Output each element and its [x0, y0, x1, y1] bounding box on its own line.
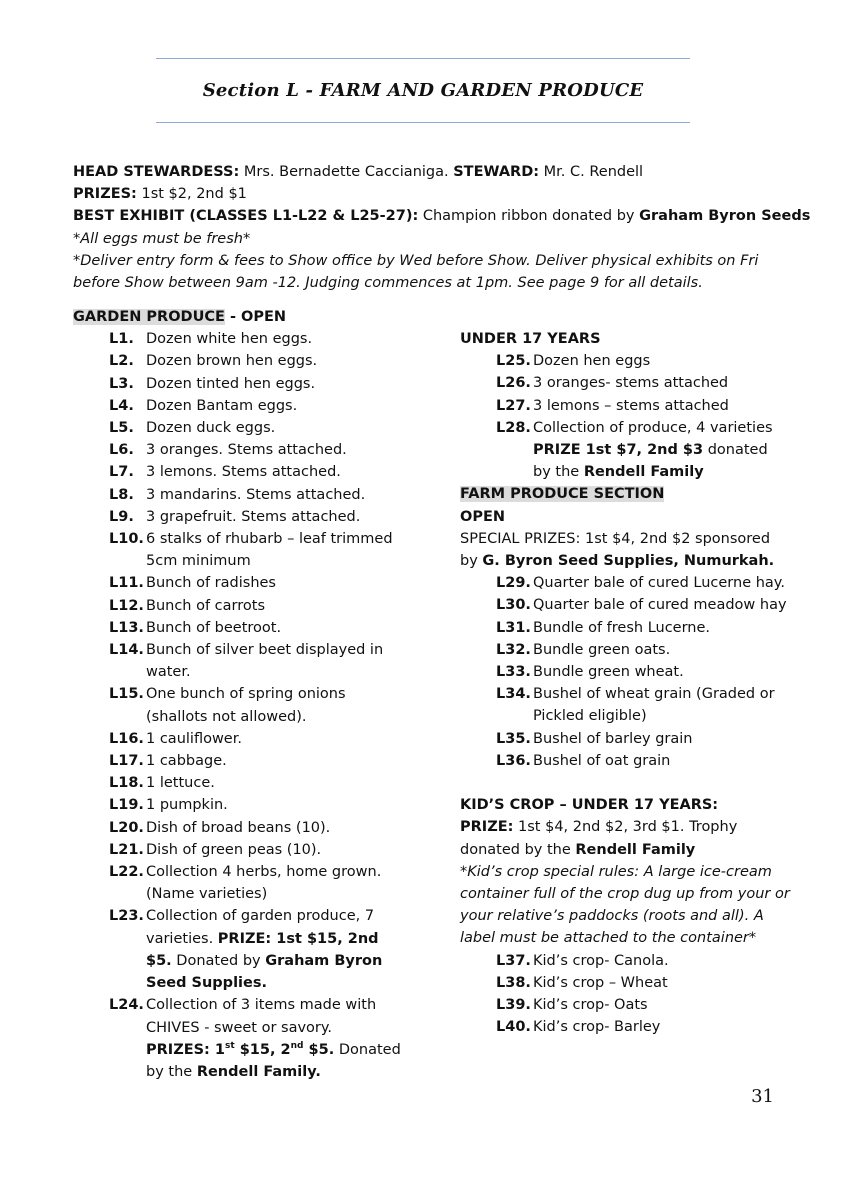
item-number: L12. — [109, 597, 144, 614]
item-text: Dozen hen eggs — [533, 353, 651, 370]
item-text: Bushel of barley grain — [533, 730, 693, 747]
eggs-note: *All eggs must be fresh* — [73, 230, 251, 247]
list-item — [73, 683, 403, 727]
item-text: Bunch of carrots — [146, 597, 266, 614]
item-number: L39. — [496, 997, 531, 1014]
item-number: L25. — [496, 353, 531, 370]
list-item — [460, 728, 790, 750]
list-item — [460, 372, 790, 394]
list-item — [460, 972, 790, 994]
list-item — [460, 994, 790, 1016]
item-number: L14. — [109, 642, 144, 659]
list-item — [73, 439, 403, 461]
item-number: L3. — [109, 375, 134, 392]
item-text: Bundle green oats. — [533, 641, 671, 658]
item-number: L38. — [496, 974, 531, 991]
item-text: 1 lettuce. — [146, 775, 215, 792]
top-rule — [156, 58, 690, 59]
item-text: Bundle of fresh Lucerne. — [533, 619, 711, 636]
section-title: Section L - FARM AND GARDEN PRODUCE — [202, 80, 644, 101]
list-item — [73, 417, 403, 439]
list-item — [460, 750, 790, 772]
item-text: Bushel of oat grain — [533, 752, 671, 769]
item-number: L18. — [109, 775, 144, 792]
item-text: 1 cauliflower. — [146, 730, 242, 747]
item-number: L16. — [109, 730, 144, 747]
item-number: L26. — [496, 375, 531, 392]
under17-items — [460, 350, 790, 417]
item-number: L11. — [109, 575, 144, 592]
item-number: L31. — [496, 619, 531, 636]
item-text: Collection 4 herbs, home grown. (Name varieties) — [146, 864, 382, 903]
prizes-line: PRIZES: 1st $2, 2nd $1 — [73, 186, 247, 203]
item-number: L21. — [109, 841, 144, 858]
list-item — [73, 817, 403, 839]
garden-items — [73, 328, 403, 905]
item-number: L2. — [109, 353, 134, 370]
item-number: L37. — [496, 952, 531, 969]
list-item — [460, 661, 790, 683]
item-text: One bunch of spring onions (shallots not allowed). — [146, 686, 346, 725]
item-text: 3 lemons. Stems attached. — [146, 464, 341, 481]
item-text: Kid’s crop- Barley — [533, 1019, 661, 1036]
item-number: L13. — [109, 619, 144, 636]
item-number: L22. — [109, 864, 144, 881]
item-number: L5. — [109, 420, 134, 437]
item-number: L32. — [496, 641, 531, 658]
item-number: L33. — [496, 664, 531, 681]
list-item — [73, 484, 403, 506]
left-column — [73, 306, 403, 1083]
list-item — [460, 395, 790, 417]
list-item — [73, 772, 403, 794]
list-item — [73, 395, 403, 417]
item-text: 3 mandarins. Stems attached. — [146, 486, 366, 503]
list-item: L24. Collection of 3 items made with CHIVES - sweet or savory. PRIZES: 1st $15, 2nd $5. Donated by the Rendell Family. — [109, 997, 401, 1080]
item-text: Kid’s crop – Wheat — [533, 974, 668, 991]
item-number: L20. — [109, 819, 144, 836]
item-number: L19. — [109, 797, 144, 814]
item-text: 3 oranges. Stems attached. — [146, 442, 347, 459]
list-item — [73, 861, 403, 905]
kids-rules: *Kid’s crop special rules: A large ice-cream container full of the crop dug up from your or your relative’s paddocks (roots and all). A label must be attached to the container* — [460, 863, 790, 947]
item-number: L27. — [496, 397, 531, 414]
list-item — [460, 572, 790, 594]
list-item — [73, 350, 403, 372]
item-text: Dozen brown hen eggs. — [146, 353, 318, 370]
item-number: L35. — [496, 730, 531, 747]
item-number: L9. — [109, 508, 134, 525]
list-item — [73, 839, 403, 861]
item-number: L29. — [496, 575, 531, 592]
list-item — [73, 595, 403, 617]
item-text: Quarter bale of cured meadow hay — [533, 597, 787, 614]
list-item — [73, 750, 403, 772]
item-number: L17. — [109, 753, 144, 770]
list-item: L28. Collection of produce, 4 varieties PRIZE 1st $7, 2nd $3 donated by the Rendell Family — [496, 419, 773, 481]
list-item — [73, 328, 403, 350]
kids-items — [460, 950, 790, 1039]
list-item — [73, 617, 403, 639]
list-item — [460, 950, 790, 972]
item-text: Bundle green wheat. — [533, 664, 684, 681]
item-text: 3 grapefruit. Stems attached. — [146, 508, 361, 525]
list-item — [460, 594, 790, 616]
bottom-rule — [156, 122, 690, 123]
item-text: Dozen white hen eggs. — [146, 331, 313, 348]
list-item — [460, 1016, 790, 1038]
list-item — [460, 350, 790, 372]
item-number: L36. — [496, 752, 531, 769]
section-header — [73, 161, 811, 294]
farm-items — [460, 572, 790, 772]
item-text: Bunch of beetroot. — [146, 619, 282, 636]
list-item — [460, 683, 790, 727]
item-number: L6. — [109, 442, 134, 459]
page-number: 31 — [751, 1086, 774, 1107]
list-item — [73, 728, 403, 750]
spacer — [460, 772, 790, 794]
kids-heading: KID’S CROP – UNDER 17 YEARS: — [460, 797, 719, 814]
item-text: 3 lemons – stems attached — [533, 397, 729, 414]
list-item — [73, 639, 403, 683]
list-item — [73, 794, 403, 816]
item-number: L1. — [109, 331, 134, 348]
item-text: Kid’s crop- Oats — [533, 997, 648, 1014]
steward-line: HEAD STEWARDESS: Mrs. Bernadette Caccianiga. STEWARD: Mr. C. Rendell — [73, 164, 644, 180]
item-text: Bunch of silver beet displayed in water. — [146, 642, 384, 681]
farm-subheading: OPEN — [460, 508, 505, 525]
list-item: L23. Collection of garden produce, 7 varieties. PRIZE: 1st $15, 2nd $5. Donated by Graham Byron Seed Supplies. — [109, 908, 383, 992]
deliver-note: *Deliver entry form & fees to Show office by Wed before Show. Deliver physical exhibits on Fri before Show between 9am -12. Judging commences at 1pm. See page 9 for all details. — [73, 252, 759, 292]
under17-heading: UNDER 17 YEARS — [460, 331, 601, 347]
list-item — [73, 572, 403, 594]
item-text: Dish of broad beans (10). — [146, 819, 331, 836]
list-item — [73, 506, 403, 528]
item-text: Dozen tinted hen eggs. — [146, 375, 316, 392]
item-text: 3 oranges- stems attached — [533, 375, 729, 392]
right-column — [460, 328, 790, 1038]
item-text: Bushel of wheat grain (Graded or Pickled eligible) — [533, 686, 775, 725]
item-text: Quarter bale of cured Lucerne hay. — [533, 575, 785, 592]
item-text: 1 cabbage. — [146, 753, 227, 770]
best-exhibit-line: BEST EXHIBIT (CLASSES L1-L22 & L25-27): Champion ribbon donated by Graham Byron Seeds — [73, 208, 811, 225]
item-number: L40. — [496, 1019, 531, 1036]
garden-heading: GARDEN PRODUCE - OPEN — [73, 309, 287, 325]
list-item — [460, 639, 790, 661]
item-text: 6 stalks of rhubarb – leaf trimmed 5cm minimum — [146, 531, 393, 570]
item-number: L30. — [496, 597, 531, 614]
item-number: L10. — [109, 531, 144, 548]
item-text: Dozen duck eggs. — [146, 420, 276, 437]
item-number: L7. — [109, 464, 134, 481]
item-text: 1 pumpkin. — [146, 797, 228, 814]
item-text: Kid’s crop- Canola. — [533, 952, 669, 969]
kids-prize: PRIZE: 1st $4, 2nd $2, 3rd $1. Trophy donated by the Rendell Family — [460, 819, 738, 858]
item-number: L34. — [496, 686, 531, 703]
farm-special-prizes: SPECIAL PRIZES: 1st $4, 2nd $2 sponsored by G. Byron Seed Supplies, Numurkah. — [460, 530, 775, 570]
farm-heading: FARM PRODUCE SECTION — [460, 486, 665, 503]
list-item — [73, 528, 403, 572]
item-text: Dish of green peas (10). — [146, 841, 322, 858]
list-item — [460, 617, 790, 639]
list-item — [73, 461, 403, 483]
item-text: Dozen Bantam eggs. — [146, 397, 298, 414]
list-item — [73, 373, 403, 395]
item-number: L15. — [109, 686, 144, 703]
item-number: L8. — [109, 486, 134, 503]
item-text: Bunch of radishes — [146, 575, 276, 592]
item-number: L4. — [109, 397, 134, 414]
